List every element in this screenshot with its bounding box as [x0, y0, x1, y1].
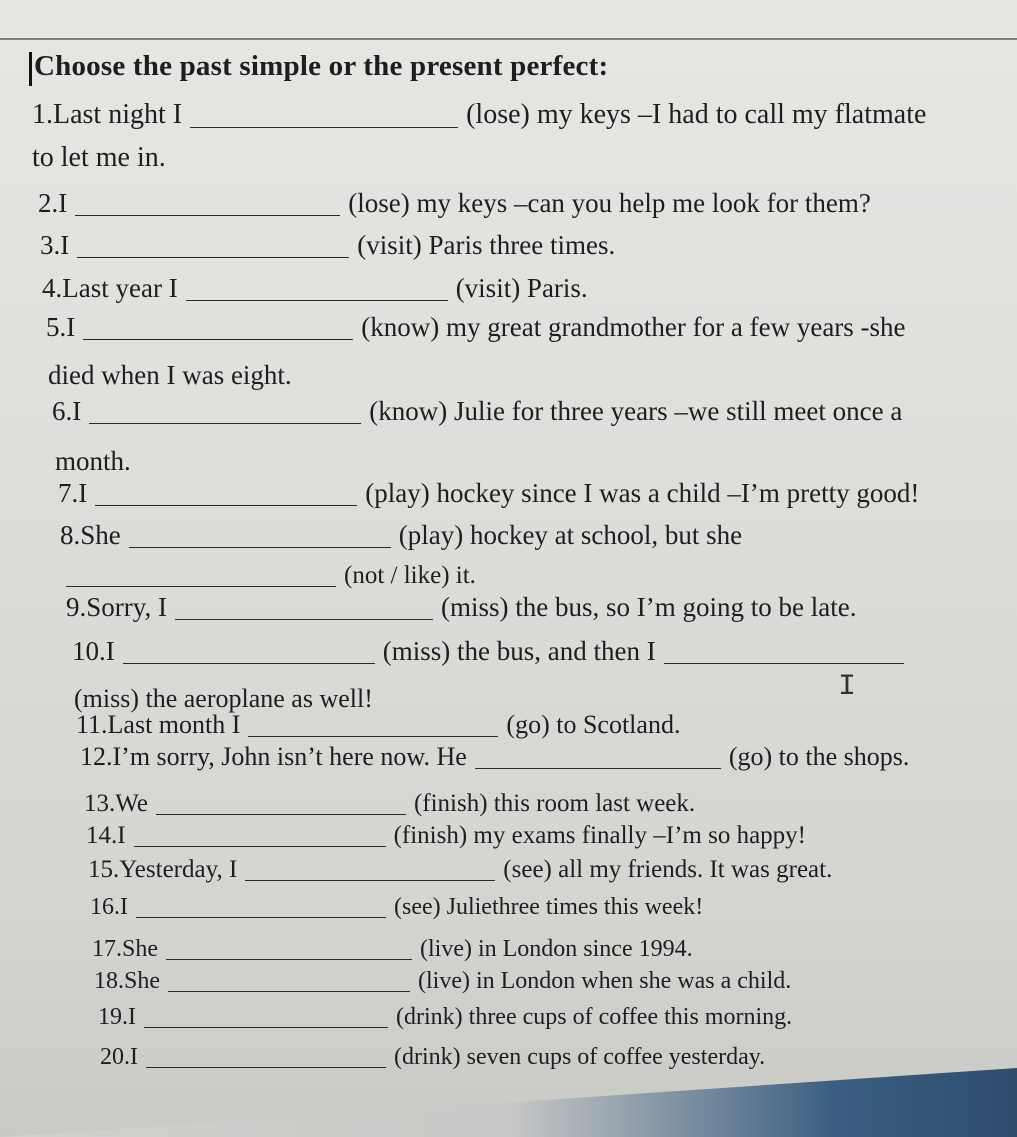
exercise-2: 2. I (lose) my keys –can you help me look for them?	[38, 188, 871, 218]
answer-blank[interactable]	[248, 735, 498, 737]
exercise-14: 14. I (finish) my exams finally –I’m so happy!	[86, 822, 806, 849]
exercise-18: 18. She (live) in London when she was a child.	[94, 968, 792, 994]
exercise-16: 16. I (see) Juliethree times this week!	[90, 894, 704, 920]
answer-blank[interactable]	[75, 214, 340, 216]
answer-blank[interactable]	[156, 813, 406, 815]
answer-blank[interactable]	[83, 338, 353, 340]
answer-blank[interactable]	[175, 618, 433, 620]
answer-blank[interactable]	[95, 504, 357, 506]
exercise-5-continuation: died when I was eight.	[48, 360, 292, 390]
answer-blank[interactable]	[190, 126, 458, 128]
exercise-9: 9. Sorry, I (miss) the bus, so I’m going to be late.	[66, 592, 857, 622]
exercise-15: 15. Yesterday, I (see) all my friends. It was great.	[88, 856, 833, 883]
answer-blank[interactable]	[144, 1026, 388, 1028]
exercise-10: 10. I (miss) the bus, and then I	[72, 636, 912, 667]
answer-blank[interactable]	[168, 990, 410, 992]
exercise-8-continuation: (not / like) it.	[66, 562, 476, 590]
exercise-17: 17. She (live) in London since 1994.	[92, 936, 693, 962]
answer-blank[interactable]	[77, 256, 349, 258]
exercise-8: 8. She (play) hockey at school, but she	[60, 520, 743, 550]
answer-blank[interactable]	[123, 662, 375, 664]
exercise-4: 4. Last year I (visit) Paris.	[42, 273, 588, 303]
answer-blank[interactable]	[66, 585, 336, 587]
answer-blank[interactable]	[664, 662, 904, 664]
exercise-6-continuation: month.	[55, 446, 131, 476]
exercise-12: 12. I’m sorry, John isn’t here now. He (go) to the shops.	[80, 742, 910, 771]
answer-blank[interactable]	[475, 767, 721, 769]
exercise-5: 5. I (know) my great grandmother for a few years -she	[46, 312, 906, 342]
answer-blank[interactable]	[89, 422, 361, 424]
exercise-1-continuation: to let me in.	[32, 142, 166, 173]
exercise-1: 1. Last night I (lose) my keys –I had to call my flatmate	[32, 99, 927, 130]
answer-blank[interactable]	[129, 546, 391, 548]
text-caret	[29, 52, 32, 86]
exercise-7: 7. I (play) hockey since I was a child –I’m pretty good!	[58, 478, 920, 508]
text-cursor-ibeam: I	[838, 670, 857, 704]
answer-blank[interactable]	[166, 958, 412, 960]
exercise-11: 11. Last month I (go) to Scotland.	[76, 710, 681, 739]
answer-blank[interactable]	[134, 845, 386, 847]
answer-blank[interactable]	[245, 879, 495, 881]
answer-blank[interactable]	[186, 299, 448, 301]
exercise-3: 3. I (visit) Paris three times.	[40, 230, 616, 260]
exercise-20: 20. I (drink) seven cups of coffee yesterday.	[100, 1044, 766, 1070]
exercise-13: 13. We (finish) this room last week.	[84, 790, 696, 817]
exercise-6: 6. I (know) Julie for three years –we still meet once a	[52, 396, 903, 426]
page-title: Choose the past simple or the present perfect:	[34, 50, 609, 82]
exercise-10-continuation: (miss) the aeroplane as well!	[74, 684, 373, 713]
answer-blank[interactable]	[146, 1066, 386, 1068]
exercise-19: 19. I (drink) three cups of coffee this morning.	[98, 1004, 793, 1030]
answer-blank[interactable]	[136, 916, 386, 918]
top-border-line	[0, 38, 1017, 40]
screen-bottom-edge	[0, 1068, 1017, 1137]
